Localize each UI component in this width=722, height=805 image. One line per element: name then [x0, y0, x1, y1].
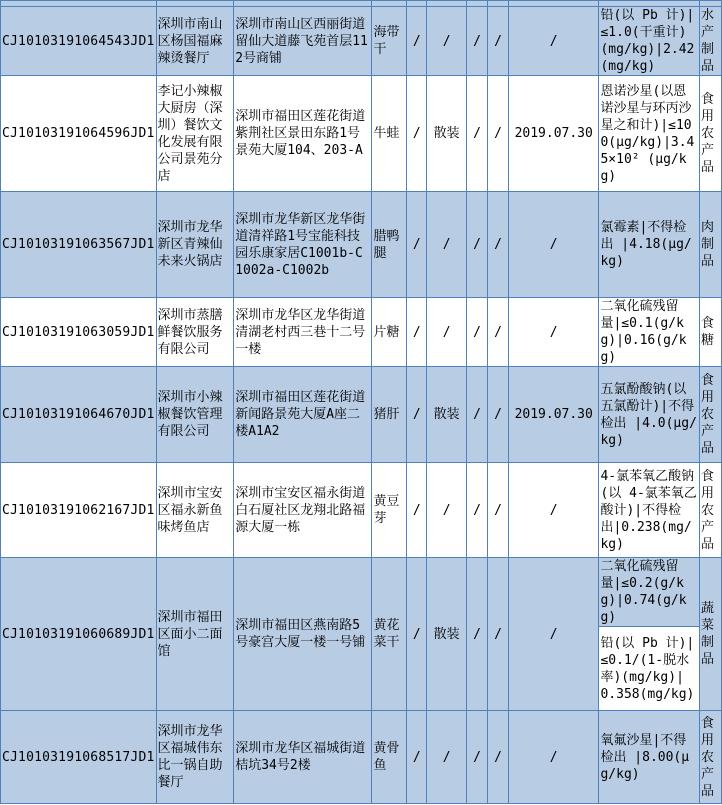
date-cell: 2019.07.30 [508, 76, 599, 192]
col8-cell: / [488, 558, 509, 711]
date-cell: / [508, 463, 599, 558]
food-name-cell: 海带干 [372, 7, 407, 76]
col8-cell: / [488, 298, 509, 367]
table-row [1, 463, 722, 558]
category-cell: 肉制品 [699, 192, 721, 298]
packaging-cell: 散装 [427, 367, 467, 463]
company-name-cell: 深圳市龙华区福城伟东比一锅自助餐厅 [156, 711, 234, 804]
category-cell: 食用农产品 [699, 711, 721, 804]
col7-cell: / [467, 76, 488, 192]
category-cell: 食用农产品 [699, 367, 721, 463]
col7-cell: / [467, 192, 488, 298]
col8-cell: / [488, 463, 509, 558]
result-cell: 二氧化硫残留量|≤0.1(g/kg)|0.16(g/kg) [599, 298, 700, 367]
address-cell: 深圳市福田区燕南路5号豪宫大厦一楼一号铺 [234, 558, 372, 711]
packaging-cell: / [427, 192, 467, 298]
sample-id-cell: CJ10103191068517JD1 [1, 711, 157, 804]
packaging-cell: / [427, 463, 467, 558]
food-name-cell: 黄花菜干 [372, 558, 407, 711]
address-cell: 深圳市宝安区福永街道白石厦社区龙翔北路福源大厦一栋 [234, 463, 372, 558]
result-cell: 铅(以 Pb 计)|≤1.0(干重计)(mg/kg)|2.42(mg/kg) [599, 7, 700, 76]
date-cell: / [508, 558, 599, 711]
result-cell: 恩诺沙星(以恩诺沙星与环丙沙星之和计)|≤100(μg/kg)|3.45×10² (μg/kg) [599, 76, 700, 192]
col5-cell: / [407, 7, 427, 76]
result-cell: 二氧化硫残留量|≤0.2(g/kg)|0.74(g/kg) [599, 558, 700, 627]
packaging-cell: 散装 [427, 76, 467, 192]
category-cell: 水产制品 [699, 7, 721, 76]
col7-cell: / [467, 711, 488, 804]
table-row [1, 7, 722, 76]
address-cell: 深圳市福田区莲花街道紫荆社区景田东路1号景苑大厦104、203-A [234, 76, 372, 192]
sample-id-cell: CJ10103191064670JD1 [1, 367, 157, 463]
sample-id-cell: CJ10103191060689JD1 [1, 558, 157, 711]
address-cell: 深圳市龙华区福城街道桔坑34号2楼 [234, 711, 372, 804]
address-cell: 深圳市福田区莲花街道新闻路景苑大厦A座二楼A1A2 [234, 367, 372, 463]
address-cell: 深圳市龙华区龙华街道清湖老村西三巷十二号一楼 [234, 298, 372, 367]
company-name-cell: 深圳市小辣椒餐饮管理有限公司 [156, 367, 234, 463]
col5-cell: / [407, 558, 427, 711]
food-name-cell: 片糖 [372, 298, 407, 367]
packaging-cell: / [427, 711, 467, 804]
company-name-cell: 李记小辣椒大厨房（深圳）餐饮文化发展有限公司景苑分店 [156, 76, 234, 192]
table-row [1, 298, 722, 367]
sample-id-cell: CJ10103191063059JD1 [1, 298, 157, 367]
table-row [1, 76, 722, 192]
table-row [1, 367, 722, 463]
col5-cell: / [407, 367, 427, 463]
sample-id-cell: CJ10103191063567JD1 [1, 192, 157, 298]
category-cell: 蔬菜制品 [699, 558, 721, 711]
food-name-cell: 黄骨鱼 [372, 711, 407, 804]
packaging-cell: / [427, 7, 467, 76]
company-name-cell: 深圳市福田区面小二面馆 [156, 558, 234, 711]
packaging-cell: 散装 [427, 558, 467, 711]
category-cell: 食用农产品 [699, 463, 721, 558]
result-cell: 氯霉素|不得检出 |4.18(μg/kg) [599, 192, 700, 298]
table-row [1, 558, 722, 627]
col8-cell: / [488, 76, 509, 192]
col8-cell: / [488, 192, 509, 298]
col7-cell: / [467, 463, 488, 558]
company-name-cell: 深圳市南山区杨国福麻辣烫餐厅 [156, 7, 234, 76]
food-name-cell: 猪肝 [372, 367, 407, 463]
food-name-cell: 腊鸭腿 [372, 192, 407, 298]
category-cell: 食糖 [699, 298, 721, 367]
address-cell: 深圳市南山区西丽街道留仙大道藤飞苑首层112号商铺 [234, 7, 372, 76]
address-cell: 深圳市龙华新区龙华街道清祥路1号宝能科技园乐康家居C1001b-C1002a-C1002b [234, 192, 372, 298]
col7-cell: / [467, 298, 488, 367]
col7-cell: / [467, 367, 488, 463]
result-cell-2: 铅(以 Pb 计)|≤0.1/(1-脱水率)(mg/kg)|0.358(mg/kg) [599, 627, 700, 711]
sample-id-cell: CJ10103191064543JD1 [1, 7, 157, 76]
col5-cell: / [407, 192, 427, 298]
col7-cell: / [467, 7, 488, 76]
company-name-cell: 深圳市蒸膳鲜餐饮服务有限公司 [156, 298, 234, 367]
date-cell: 2019.07.30 [508, 367, 599, 463]
company-name-cell: 深圳市宝安区福永新鱼味烤鱼店 [156, 463, 234, 558]
date-cell: / [508, 7, 599, 76]
col5-cell: / [407, 463, 427, 558]
date-cell: / [508, 298, 599, 367]
col8-cell: / [488, 711, 509, 804]
col7-cell: / [467, 558, 488, 711]
company-name-cell: 深圳市龙华新区青辣仙未来火锅店 [156, 192, 234, 298]
food-name-cell: 牛蛙 [372, 76, 407, 192]
table-row [1, 711, 722, 804]
col5-cell: / [407, 711, 427, 804]
result-cell: 4-氯苯氧乙酸钠(以 4-氯苯氧乙酸计)|不得检出|0.238(mg/kg) [599, 463, 700, 558]
packaging-cell: / [427, 298, 467, 367]
sample-id-cell: CJ10103191064596JD1 [1, 76, 157, 192]
result-cell: 氧氟沙星|不得检出 |8.00(μg/kg) [599, 711, 700, 804]
food-name-cell: 黄豆芽 [372, 463, 407, 558]
date-cell: / [508, 192, 599, 298]
sample-id-cell: CJ10103191062167JD1 [1, 463, 157, 558]
date-cell: / [508, 711, 599, 804]
table-row [1, 192, 722, 298]
col8-cell: / [488, 7, 509, 76]
category-cell: 食用农产品 [699, 76, 721, 192]
result-cell: 五氯酚酸钠(以五氯酚计)|不得检出 |4.0(μg/kg) [599, 367, 700, 463]
col5-cell: / [407, 298, 427, 367]
col8-cell: / [488, 367, 509, 463]
col5-cell: / [407, 76, 427, 192]
